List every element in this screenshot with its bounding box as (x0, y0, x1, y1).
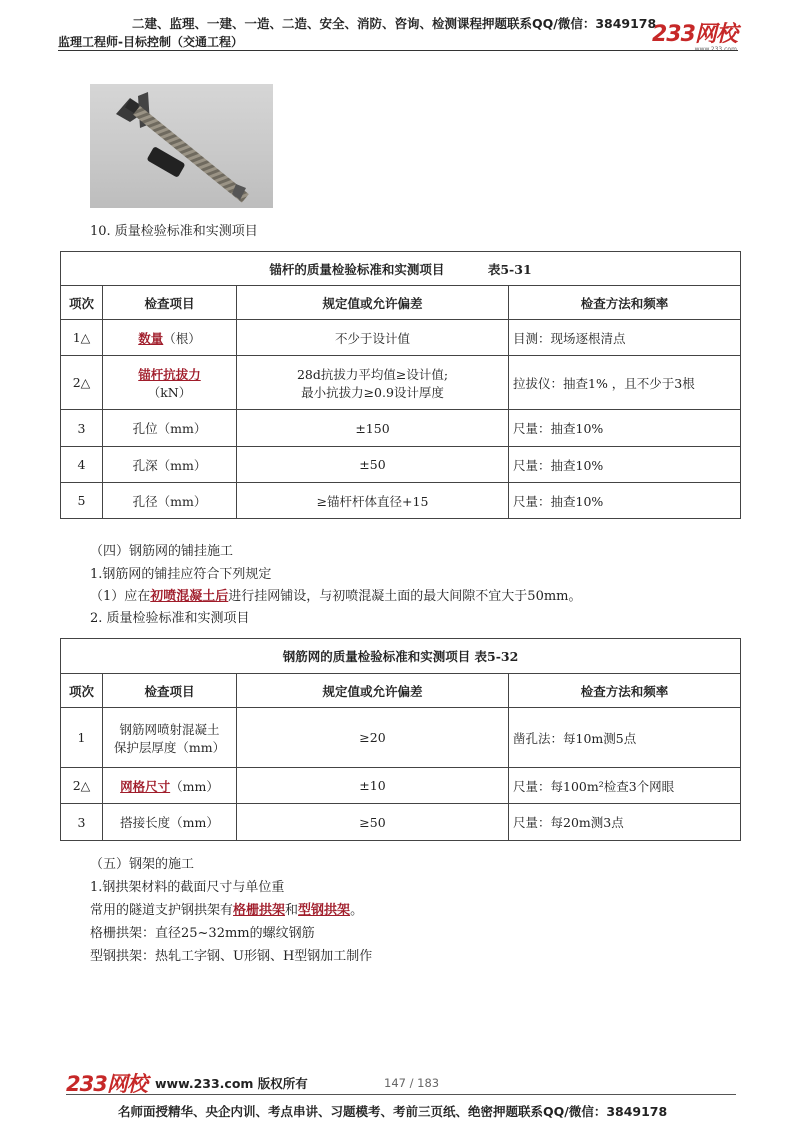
row-no: 5 (61, 483, 103, 519)
text-span: 和 (285, 903, 299, 918)
anchor-quality-table (60, 251, 741, 519)
section-5-p4: 型钢拱架：热轧工字钢、U形钢、H型钢加工制作 (90, 949, 373, 964)
row-no: 1 (61, 708, 103, 768)
row-spec: ≥锚杆杆体直径+15 (237, 483, 509, 519)
document-subtitle: 监理工程师-目标控制（交通工程） (58, 35, 243, 49)
row-item (103, 768, 237, 804)
row-item: 孔径（mm） (103, 483, 237, 519)
keyword-highlight: 网格尺寸 (120, 778, 171, 794)
section-4-p3: 2. 质量检验标准和实测项目 (90, 611, 250, 626)
row-spec: ±150 (237, 410, 509, 447)
row-method: 拉拔仪：抽查1% ，且不少于3根 (509, 356, 741, 410)
row-method: 凿孔法：每10m测5点 (509, 708, 741, 768)
spec-line: 28d抗拔力平均值≥设计值; (296, 366, 449, 382)
page-number: 147 / 183 (384, 1076, 440, 1090)
mesh-quality-table (60, 638, 741, 841)
col-header-item: 检查项目 (103, 286, 237, 320)
table-row (61, 356, 741, 410)
row-method: 尺量：抽查10% (509, 447, 741, 483)
row-spec (237, 356, 509, 410)
row-no: 3 (61, 410, 103, 447)
text-span: （1）应在 (90, 589, 151, 604)
text-span: 。 (350, 903, 364, 918)
row-item (103, 708, 237, 768)
brand-logo-url: www.233.com (694, 46, 737, 53)
text-span: 进行挂网铺设，与初喷混凝土面的最大间隙不宜大于50mm。 (228, 589, 582, 604)
col-header-method: 检查方法和频率 (509, 674, 741, 708)
item-line: 钢筋网喷射混凝土 (119, 721, 220, 737)
row-spec: ≥20 (237, 708, 509, 768)
row-item: 搭接长度（mm） (103, 804, 237, 841)
row-no: 4 (61, 447, 103, 483)
item-unit: （根） (163, 330, 201, 346)
table-row (61, 708, 741, 768)
col-header-method: 检查方法和频率 (509, 286, 741, 320)
item-unit: （mm） (170, 778, 219, 794)
row-no: 2△ (61, 768, 103, 804)
col-header-spec: 规定值或允许偏差 (237, 286, 509, 320)
section-4-p1: 1.钢筋网的铺挂应符合下列规定 (90, 567, 272, 582)
table-row (61, 410, 741, 447)
row-no: 3 (61, 804, 103, 841)
table-row (61, 320, 741, 356)
row-spec: ±50 (237, 447, 509, 483)
table-row (61, 483, 741, 519)
keyword-highlight: 数量 (138, 330, 164, 346)
row-item: 孔位（mm） (103, 410, 237, 447)
col-header-no: 项次 (61, 674, 103, 708)
spec-line: 最小抗拔力≥0.9设计厚度 (301, 384, 444, 400)
brand-logo-text: 233网校 (652, 22, 737, 47)
row-spec: ≥50 (237, 804, 509, 841)
section-5-p2 (90, 899, 363, 918)
table-header-row (61, 674, 741, 708)
row-method: 尺量：每20m测3点 (509, 804, 741, 841)
section-10-title: 10. 质量检验标准和实测项目 (90, 224, 258, 239)
section-4-p2 (90, 585, 582, 604)
text-span: 常用的隧道支护钢拱架有 (90, 903, 234, 918)
row-no: 1△ (61, 320, 103, 356)
header-ad-line: 二建、监理、一建、一造、二造、安全、消防、咨询、检测课程押题联系QQ/微信：3849178 (132, 16, 657, 31)
row-spec: ±10 (237, 768, 509, 804)
row-method: 尺量：抽查10% (509, 483, 741, 519)
item-unit: （kN） (147, 384, 192, 400)
row-method: 尺量：抽查10% (509, 410, 741, 447)
footer-divider (66, 1094, 736, 1095)
row-item: 孔深（mm） (103, 447, 237, 483)
anchor-bolt-illustration (90, 84, 273, 208)
table-header-row (61, 286, 741, 320)
section-5-title: （五）钢架的施工 (90, 857, 195, 872)
section-5-p3: 格栅拱架：直径25~32mm的螺纹钢筋 (90, 926, 315, 941)
table-row (61, 804, 741, 841)
keyword-highlight: 锚杆抗拔力 (138, 366, 201, 382)
section-5-p1: 1.钢拱架材料的截面尺寸与单位重 (90, 880, 285, 895)
keyword-highlight: 初喷混凝土后 (150, 589, 229, 604)
footer-logo: 233网校 (66, 1072, 147, 1096)
table-row (61, 447, 741, 483)
table-row (61, 768, 741, 804)
col-header-spec: 规定值或允许偏差 (237, 674, 509, 708)
col-header-item: 检查项目 (103, 674, 237, 708)
row-method: 目测：现场逐根清点 (509, 320, 741, 356)
table-caption: 锚杆的质量检验标准和实测项目 表5-31 (61, 252, 741, 286)
table-caption: 钢筋网的质量检验标准和实测项目 表5-32 (61, 639, 741, 674)
brand-logo (652, 24, 737, 53)
col-header-no: 项次 (61, 286, 103, 320)
row-no: 2△ (61, 356, 103, 410)
keyword-highlight: 格栅拱架 (233, 903, 286, 918)
header-divider (58, 50, 738, 51)
row-spec: 不少于设计值 (237, 320, 509, 356)
row-item (103, 320, 237, 356)
keyword-highlight: 型钢拱架 (298, 903, 351, 918)
footer-site: www.233.com 版权所有 (155, 1076, 308, 1091)
row-item (103, 356, 237, 410)
footer-ad-line: 名师面授精华、央企内训、考点串讲、习题模考、考前三页纸、绝密押题联系QQ/微信：3849178 (118, 1104, 668, 1119)
anchor-bolt-photo (90, 84, 273, 208)
item-line: 保护层厚度（mm） (113, 739, 226, 755)
row-method: 尺量：每100m²检查3个网眼 (509, 768, 741, 804)
section-4-title: （四）钢筋网的铺挂施工 (90, 544, 234, 559)
